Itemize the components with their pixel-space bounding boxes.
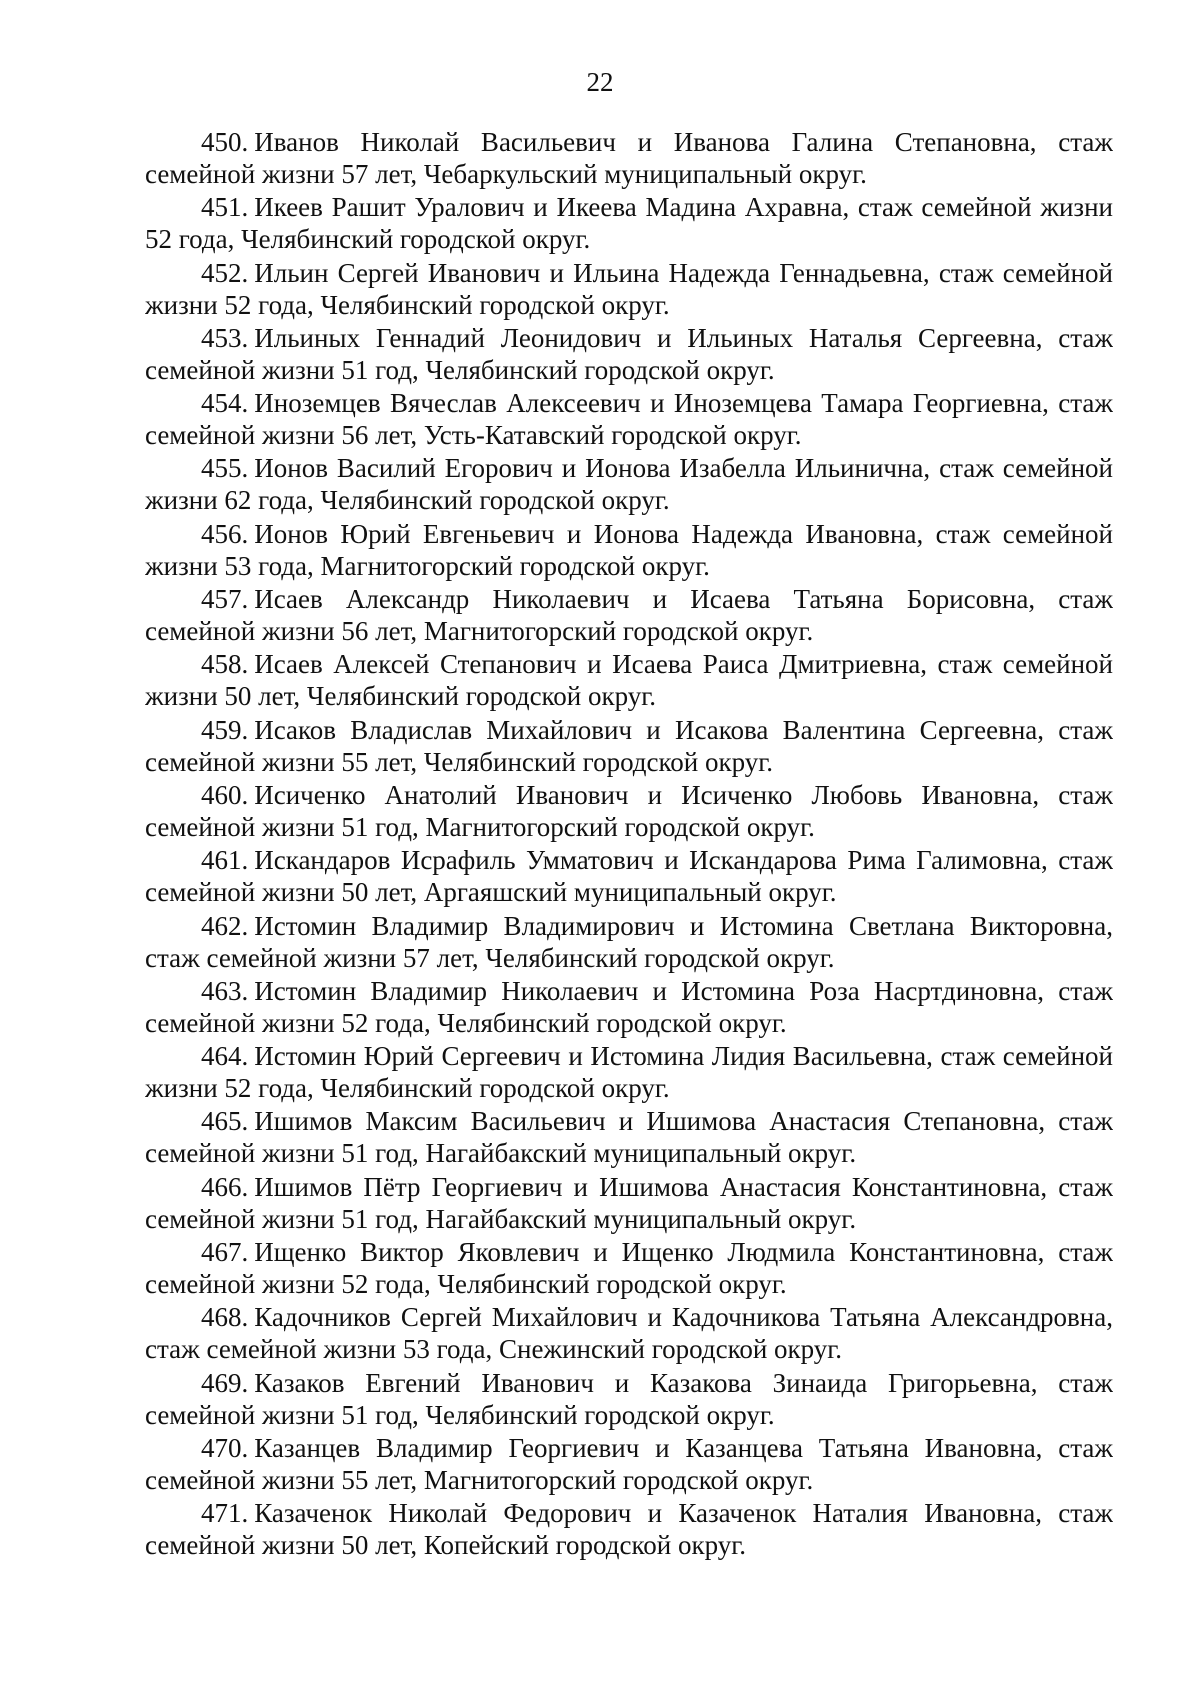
entry-number: 461. (201, 845, 249, 876)
entry-text: Кадочников Сергей Михайлович и Кадочникова Татьяна Александровна, стаж семейной жизни 53 года, Снежинский городской округ. (145, 1302, 1113, 1365)
entry-list (145, 126, 1113, 1563)
entry-number: 459. (201, 714, 249, 745)
list-item (145, 1171, 1113, 1236)
list-item (145, 322, 1113, 387)
entry-text: Казаченок Николай Федорович и Казаченок Наталия Ивановна, стаж семейной жизни 50 лет, Копейский городской округ. (145, 1498, 1113, 1561)
list-item (145, 648, 1113, 713)
list-item (145, 1105, 1113, 1170)
entry-text: Казаков Евгений Иванович и Казакова Зинаида Григорьевна, стаж семейной жизни 51 год, Челябинский городской округ. (145, 1367, 1113, 1430)
entry-text: Исиченко Анатолий Иванович и Исиченко Любовь Ивановна, стаж семейной жизни 51 год, Магнитогорский городской округ. (145, 779, 1113, 842)
list-item (145, 1497, 1113, 1562)
entry-number: 450. (201, 127, 249, 157)
entry-text: Истомин Юрий Сергеевич и Истомина Лидия Васильевна, стаж семейной жизни 52 года, Челябинский городской округ. (145, 1041, 1113, 1104)
entry-number: 452. (201, 257, 249, 288)
entry-text: Иванов Николай Васильевич и Иванова Галина Степановна, стаж семейной жизни 57 лет, Чебаркульский муниципальный округ. (145, 127, 1113, 189)
entry-number: 453. (201, 322, 249, 353)
list-item (145, 518, 1113, 583)
entry-text: Икеев Рашит Уралович и Икеева Мадина Ахравна, стаж семейной жизни 52 года, Челябинский городской округ. (145, 192, 1113, 255)
entry-number: 466. (201, 1171, 249, 1202)
entry-number: 470. (201, 1432, 249, 1463)
entry-text: Ионов Василий Егорович и Ионова Изабелла Ильинична, стаж семейной жизни 62 года, Челябинский городской округ. (145, 453, 1113, 516)
list-item (145, 387, 1113, 452)
entry-number: 458. (201, 649, 249, 680)
list-item (145, 910, 1113, 975)
entry-number: 468. (201, 1302, 249, 1333)
entry-text: Ионов Юрий Евгеньевич и Ионова Надежда Ивановна, стаж семейной жизни 53 года, Магнитогорский городской округ. (145, 518, 1113, 581)
entry-number: 454. (201, 388, 249, 419)
list-item (145, 583, 1113, 648)
entry-text: Истомин Владимир Владимирович и Истомина Светлана Викторовна, стаж семейной жизни 57 лет, Челябинский городской округ. (145, 910, 1113, 973)
entry-number: 462. (201, 910, 249, 941)
list-item (145, 1301, 1113, 1366)
entry-text: Ищенко Виктор Яковлевич и Ищенко Людмила Константиновна, стаж семейной жизни 52 года, Челябинский городской округ. (145, 1237, 1113, 1300)
entry-text: Исаев Алексей Степанович и Исаева Раиса Дмитриевна, стаж семейной жизни 50 лет, Челябинский городской округ. (145, 649, 1113, 712)
entry-text: Искандаров Исрафиль Умматович и Искандарова Рима Галимовна, стаж семейной жизни 50 лет, Аргаяшский муниципальный округ. (145, 845, 1113, 908)
entry-text: Ильиных Геннадий Леонидович и Ильиных Наталья Сергеевна, стаж семейной жизни 51 год, Челябинский городской округ. (145, 322, 1113, 385)
entry-text: Ишимов Пётр Георгиевич и Ишимова Анастасия Константиновна, стаж семейной жизни 51 год, Нагайбакский муниципальный округ. (145, 1171, 1113, 1234)
entry-number: 457. (201, 584, 249, 615)
entry-number: 469. (201, 1367, 249, 1398)
list-item (145, 452, 1113, 517)
list-item (145, 126, 1113, 191)
list-item (145, 257, 1113, 322)
entry-text: Иноземцев Вячеслав Алексеевич и Иноземцева Тамара Георгиевна, стаж семейной жизни 56 лет, Усть-Катавский городской округ. (145, 388, 1113, 451)
entry-text: Истомин Владимир Николаевич и Истомина Роза Насртдиновна, стаж семейной жизни 52 года, Челябинский городской округ. (145, 975, 1113, 1038)
entry-number: 460. (201, 779, 249, 810)
list-item (145, 1367, 1113, 1432)
list-item (145, 1236, 1113, 1301)
entry-number: 471. (201, 1498, 249, 1529)
entry-text: Исаев Александр Николаевич и Исаева Татьяна Борисовна, стаж семейной жизни 56 лет, Магнитогорский городской округ. (145, 584, 1113, 647)
entry-number: 464. (201, 1041, 249, 1072)
list-item (145, 1040, 1113, 1105)
list-item (145, 779, 1113, 844)
list-item (145, 975, 1113, 1040)
entry-number: 456. (201, 518, 249, 549)
entry-number: 451. (201, 192, 249, 223)
page-number: 22 (586, 67, 614, 97)
entry-number: 463. (201, 975, 249, 1006)
list-item (145, 191, 1113, 256)
list-item (145, 844, 1113, 909)
entry-number: 467. (201, 1237, 249, 1268)
entry-text: Ишимов Максим Васильевич и Ишимова Анастасия Степановна, стаж семейной жизни 51 год, Нагайбакский муниципальный округ. (145, 1106, 1113, 1169)
entry-text: Ильин Сергей Иванович и Ильина Надежда Геннадьевна, стаж семейной жизни 52 года, Челябинский городской округ. (145, 257, 1113, 320)
entry-text: Казанцев Владимир Георгиевич и Казанцева Татьяна Ивановна, стаж семейной жизни 55 лет, Магнитогорский городской округ. (145, 1432, 1113, 1495)
entry-text: Исаков Владислав Михайлович и Исакова Валентина Сергеевна, стаж семейной жизни 55 лет, Челябинский городской округ. (145, 714, 1113, 777)
list-item (145, 1432, 1113, 1497)
list-item (145, 714, 1113, 779)
entry-number: 465. (201, 1106, 249, 1137)
entry-number: 455. (201, 453, 249, 484)
